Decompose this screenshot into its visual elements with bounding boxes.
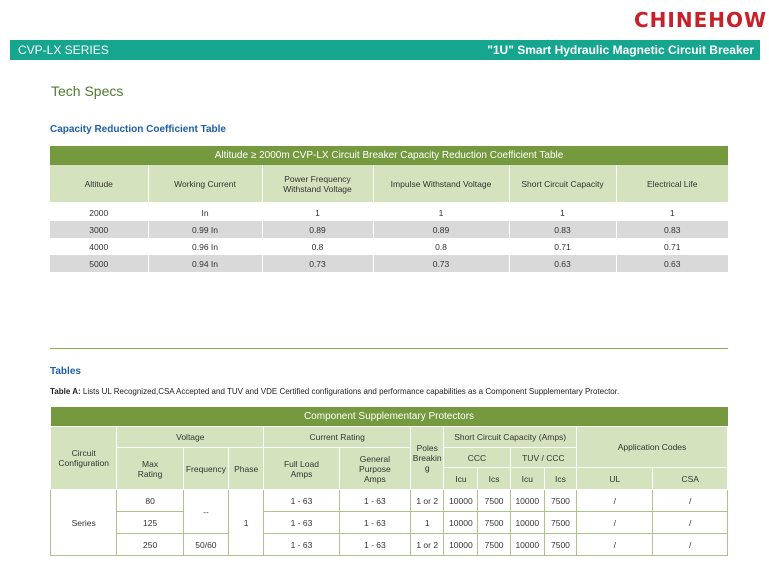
cell-max-rating: 80 xyxy=(117,490,183,512)
header-icu: Icu xyxy=(444,468,478,490)
table-row xyxy=(51,534,728,556)
cell-short-circuit: 1 xyxy=(509,204,616,221)
column-header-power-frequency-label: Power Frequency Withstand Voltage xyxy=(283,173,352,194)
series-header-bar xyxy=(10,40,760,60)
header-csa: CSA xyxy=(653,468,728,490)
cell-electrical-life: 0.83 xyxy=(616,221,728,238)
cell-ics: 7500 xyxy=(478,512,510,534)
cell-icu: 10000 xyxy=(510,512,544,534)
cell-poles: 1 or 2 xyxy=(411,490,444,512)
header-icu: Icu xyxy=(510,468,544,490)
cell-power-frequency: 1 xyxy=(262,204,373,221)
tech-specs-heading: Tech Specs xyxy=(51,83,124,99)
table-row xyxy=(50,204,728,221)
cell-ul: / xyxy=(577,534,653,556)
column-header-working-current: Working Current xyxy=(148,165,262,202)
cell-power-frequency: 0.89 xyxy=(262,221,373,238)
header-poles-breaking-label: Poles Breakin g xyxy=(412,443,442,473)
column-header-altitude: Altitude xyxy=(50,165,148,202)
table-row xyxy=(50,238,728,255)
header-max-rating-label: Max Rating xyxy=(137,458,163,479)
cell-impulse-voltage: 1 xyxy=(373,204,509,221)
cell-max-rating: 125 xyxy=(117,512,183,534)
cell-impulse-voltage: 0.89 xyxy=(373,221,509,238)
capacity-table-caption: Altitude ≥ 2000m CVP-LX Circuit Breaker Capacity Reduction Coefficient Table xyxy=(50,146,728,165)
cell-ics: 7500 xyxy=(544,534,576,556)
table-row xyxy=(50,255,728,272)
cell-working-current: 0.94 In xyxy=(148,255,262,272)
component-protectors-table xyxy=(50,407,728,556)
brand-logo: CHINEHOW xyxy=(634,8,768,32)
cell-full-load: 1 - 63 xyxy=(264,490,339,512)
header-ics: Ics xyxy=(478,468,510,490)
header-general-purpose-amps xyxy=(339,448,410,490)
cell-ics: 7500 xyxy=(544,490,576,512)
table-row xyxy=(50,221,728,238)
table-a-note xyxy=(50,387,619,396)
cell-ics: 7500 xyxy=(478,490,510,512)
header-application-codes: Application Codes xyxy=(577,427,728,468)
cell-ul: / xyxy=(577,490,653,512)
cell-phase: 1 xyxy=(229,490,264,556)
cell-impulse-voltage: 0.73 xyxy=(373,255,509,272)
cell-frequency: -- xyxy=(183,490,228,534)
header-ics: Ics xyxy=(544,468,576,490)
cell-working-current: 0.99 In xyxy=(148,221,262,238)
cell-ics: 7500 xyxy=(544,512,576,534)
header-phase: Phase xyxy=(229,448,264,490)
cell-icu: 10000 xyxy=(510,534,544,556)
cell-altitude: 3000 xyxy=(50,221,148,238)
cell-icu: 10000 xyxy=(444,490,478,512)
cell-power-frequency: 0.8 xyxy=(262,238,373,255)
cell-altitude: 2000 xyxy=(50,204,148,221)
series-name: CVP-LX SERIES xyxy=(18,43,109,57)
cell-electrical-life: 0.63 xyxy=(616,255,728,272)
cell-full-load: 1 - 63 xyxy=(264,512,339,534)
cell-general-purpose: 1 - 63 xyxy=(339,490,410,512)
column-header-short-circuit: Short Circuit Capacity xyxy=(509,165,616,202)
table-a-description: Lists UL Recognized,CSA Accepted and TUV and VDE Certified configurations and performance capabilities as a Component Supplementary Protector. xyxy=(80,387,620,396)
column-header-impulse-voltage: Impulse Withstand Voltage xyxy=(373,165,509,202)
header-full-load-amps xyxy=(264,448,339,490)
header-ccc: CCC xyxy=(444,448,510,468)
product-name: "1U" Smart Hydraulic Magnetic Circuit Breaker xyxy=(487,43,754,57)
column-header-power-frequency xyxy=(262,165,373,202)
cell-csa: / xyxy=(653,490,728,512)
tables-section-title: Tables xyxy=(50,366,81,377)
cell-general-purpose: 1 - 63 xyxy=(339,512,410,534)
cell-electrical-life: 1 xyxy=(616,204,728,221)
header-short-circuit-capacity: Short Circuit Capacity (Amps) xyxy=(444,427,577,448)
cell-poles: 1 xyxy=(411,512,444,534)
cell-working-current: 0.96 In xyxy=(148,238,262,255)
capacity-reduction-table xyxy=(50,146,728,272)
header-general-purpose-amps-label: General Purpose Amps xyxy=(359,453,391,484)
cell-general-purpose: 1 - 63 xyxy=(339,534,410,556)
protectors-table-caption: Component Supplementary Protectors xyxy=(51,407,728,427)
cell-csa: / xyxy=(653,512,728,534)
table-a-label: Table A: xyxy=(50,387,81,396)
cell-impulse-voltage: 0.8 xyxy=(373,238,509,255)
table-row xyxy=(51,490,728,512)
cell-working-current: In xyxy=(148,204,262,221)
header-poles-breaking xyxy=(411,427,444,490)
cell-altitude: 5000 xyxy=(50,255,148,272)
section-divider xyxy=(50,348,728,349)
cell-icu: 10000 xyxy=(444,534,478,556)
cell-altitude: 4000 xyxy=(50,238,148,255)
cell-icu: 10000 xyxy=(444,512,478,534)
header-frequency: Frequency xyxy=(183,448,228,490)
cell-electrical-life: 0.71 xyxy=(616,238,728,255)
cell-short-circuit: 0.83 xyxy=(509,221,616,238)
cell-power-frequency: 0.73 xyxy=(262,255,373,272)
cell-ul: / xyxy=(577,512,653,534)
cell-poles: 1 or 2 xyxy=(411,534,444,556)
column-header-electrical-life: Electrical Life xyxy=(616,165,728,202)
table-row xyxy=(51,512,728,534)
cell-csa: / xyxy=(653,534,728,556)
cell-short-circuit: 0.63 xyxy=(509,255,616,272)
cell-icu: 10000 xyxy=(510,490,544,512)
cell-short-circuit: 0.71 xyxy=(509,238,616,255)
cell-full-load: 1 - 63 xyxy=(264,534,339,556)
header-voltage: Voltage xyxy=(117,427,264,448)
header-tuv-ccc: TUV / CCC xyxy=(510,448,576,468)
capacity-section-title: Capacity Reduction Coefficient Table xyxy=(50,124,226,135)
header-current-rating: Current Rating xyxy=(264,427,411,448)
cell-frequency: 50/60 xyxy=(183,534,228,556)
header-circuit-configuration-label: Circuit Configuration xyxy=(58,448,109,468)
cell-max-rating: 250 xyxy=(117,534,183,556)
cell-circuit-configuration: Series xyxy=(51,490,117,556)
cell-ics: 7500 xyxy=(478,534,510,556)
header-full-load-amps-label: Full Load Amps xyxy=(283,458,319,479)
header-max-rating xyxy=(117,448,183,490)
header-ul: UL xyxy=(577,468,653,490)
header-circuit-configuration xyxy=(51,427,117,490)
